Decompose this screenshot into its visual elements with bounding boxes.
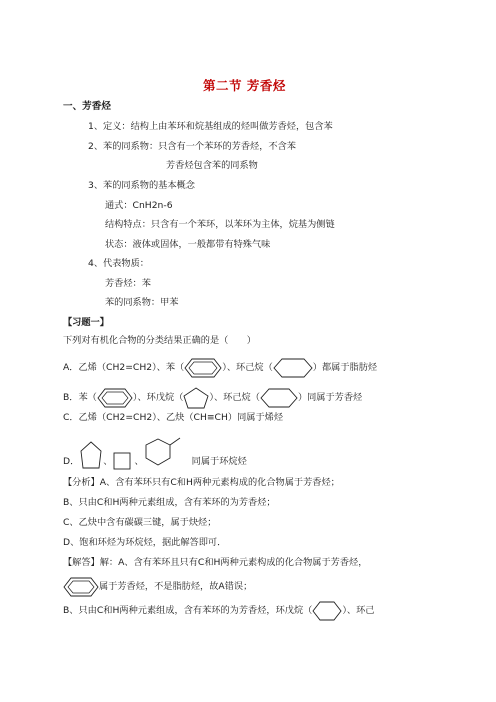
solution-line-3 — [63, 600, 374, 622]
analysis-line-1: 【分析】A、含有苯环只有C和H两种元素构成的化合物属于芳香烃； — [63, 477, 340, 488]
cyclohexane-icon — [260, 388, 298, 408]
cyclohexane-icon — [273, 358, 313, 378]
option-d — [63, 436, 247, 470]
cyclopentane-icon — [312, 601, 342, 621]
option-a-part3: ）都属于脂肪烃 — [312, 362, 378, 373]
analysis-line-4: D、饱和环烃为环烷烃，据此解答即可． — [63, 537, 227, 548]
definition-line: 1、定义：结构上由苯环和烷基组成的烃叫做芳香烃，包含苯 — [88, 121, 333, 132]
solution-line-2 — [63, 576, 252, 598]
option-d-part2: 同属于环烷烃 — [191, 456, 247, 467]
option-b-part2: ）、环戊烷（ — [132, 392, 184, 403]
option-b-part1: B．苯（ — [63, 392, 97, 403]
solution-line-3-end: ）、环己 — [342, 605, 375, 616]
structure-line: 结构特点：只含有一个苯环，以苯环为主体，烷基为侧链 — [105, 219, 335, 230]
page-title: 第二节 芳香烃 — [203, 78, 286, 93]
section-heading: 一、芳香烃 — [63, 101, 111, 112]
solution-line-1: 【解答】解：A、含有苯环且只有C和H两种元素构成的化合物属于芳香烃， — [63, 557, 368, 568]
option-b-part3: ）、环己烷（ — [209, 392, 260, 403]
option-a — [63, 357, 377, 379]
solution-line-3-text: B、只由C和H两种元素组成，含有苯环的为芳香烃，环戊烷（ — [63, 605, 313, 616]
homolog-note: 芳香烃包含苯的同系物 — [166, 160, 258, 171]
benzene-icon — [97, 388, 133, 408]
question-text: 下列对有机化合物的分类结果正确的是（ ） — [63, 335, 256, 346]
cyclopentane-icon — [183, 387, 209, 409]
methylcyclohexane-icon — [144, 436, 192, 470]
benzene-icon — [63, 577, 99, 597]
analysis-line-2: B、只由C和H两种元素组成，含有苯环的为芳香烃； — [63, 497, 276, 508]
exercise-heading: 【习题一】 — [63, 317, 109, 328]
state-line: 状态：液体或固体，一般都带有特殊气味 — [105, 239, 271, 250]
option-a-part2: ）、环己烷（ — [222, 362, 273, 373]
formula-line: 通式：CnH2n-6 — [105, 200, 173, 211]
option-d-part1: D． — [63, 456, 80, 467]
option-b — [63, 387, 362, 409]
aromatic-example: 芳香烃：苯 — [105, 278, 151, 289]
option-d-sep2: 、 — [134, 456, 144, 467]
pentagon-ring-icon — [79, 438, 103, 470]
analysis-line-3: C、乙炔中含有碳碳三键，属于炔烃； — [63, 517, 217, 528]
benzene-icon — [184, 358, 222, 378]
solution-line-2-text: 属于芳香烃，不是脂肪烃，故A错误； — [99, 581, 253, 592]
option-d-sep1: 、 — [103, 456, 113, 467]
option-a-part1: A．乙烯（CH2=CH2）、苯（ — [63, 362, 185, 373]
representative-heading: 4、代表物质： — [88, 258, 149, 269]
option-c: C．乙烯（CH2=CH2）、乙炔（CH≡CH）同属于烯烃 — [63, 412, 284, 423]
concept-heading: 3、苯的同系物的基本概念 — [88, 180, 195, 191]
square-ring-icon — [112, 448, 134, 470]
option-b-part4: ）同属于芳香烃 — [297, 392, 363, 403]
homolog-example: 苯的同系物：甲苯 — [105, 297, 179, 308]
homolog-line: 2、苯的同系物：只含有一个苯环的芳香烃，不含苯 — [88, 141, 296, 152]
